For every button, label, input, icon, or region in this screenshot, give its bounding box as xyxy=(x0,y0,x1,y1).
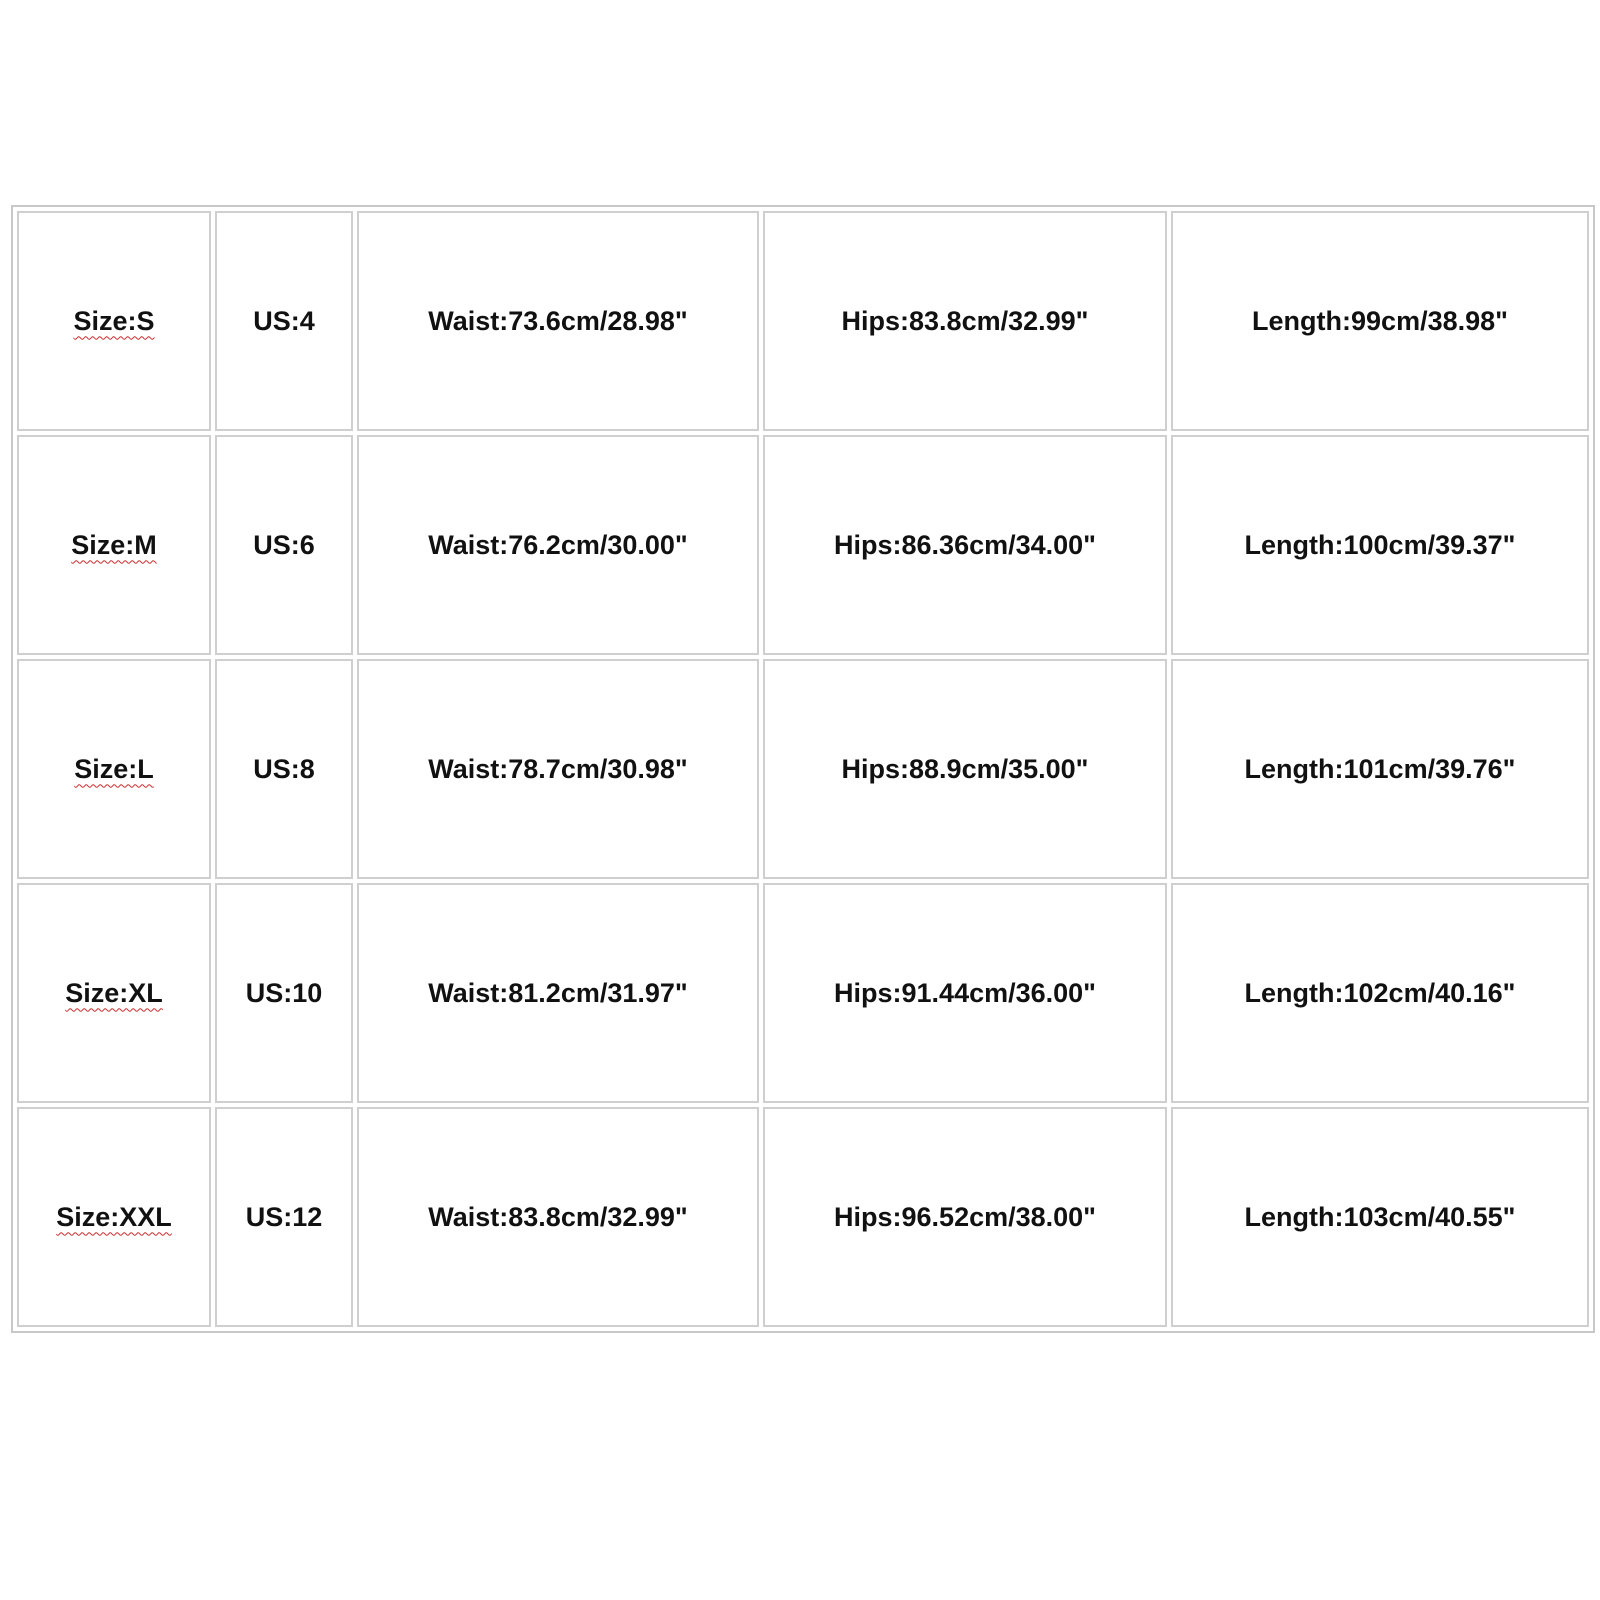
size-cell xyxy=(17,435,211,655)
length-cell: Length:101cm/39.76" xyxy=(1171,659,1589,879)
hips-cell: Hips:96.52cm/38.00" xyxy=(763,1107,1167,1327)
waist-cell: Waist:76.2cm/30.00" xyxy=(357,435,759,655)
table-row xyxy=(17,435,1589,655)
us-size-cell: US:6 xyxy=(215,435,353,655)
size-label: Size:L xyxy=(74,753,154,784)
length-cell: Length:100cm/39.37" xyxy=(1171,435,1589,655)
waist-cell: Waist:83.8cm/32.99" xyxy=(357,1107,759,1327)
length-cell: Length:103cm/40.55" xyxy=(1171,1107,1589,1327)
size-label: Size:M xyxy=(71,529,157,560)
hips-cell: Hips:86.36cm/34.00" xyxy=(763,435,1167,655)
size-cell xyxy=(17,659,211,879)
size-cell xyxy=(17,211,211,431)
waist-cell: Waist:73.6cm/28.98" xyxy=(357,211,759,431)
length-cell: Length:99cm/38.98" xyxy=(1171,211,1589,431)
hips-cell: Hips:83.8cm/32.99" xyxy=(763,211,1167,431)
size-label: Size:XXL xyxy=(56,1201,172,1232)
table-row xyxy=(17,211,1589,431)
size-label: Size:XL xyxy=(65,977,163,1008)
size-cell xyxy=(17,1107,211,1327)
us-size-cell: US:8 xyxy=(215,659,353,879)
waist-cell: Waist:78.7cm/30.98" xyxy=(357,659,759,879)
size-label: Size:S xyxy=(73,305,155,336)
table-row xyxy=(17,883,1589,1103)
size-cell xyxy=(17,883,211,1103)
size-chart-table xyxy=(11,205,1595,1333)
hips-cell: Hips:88.9cm/35.00" xyxy=(763,659,1167,879)
table-row xyxy=(17,1107,1589,1327)
us-size-cell: US:12 xyxy=(215,1107,353,1327)
us-size-cell: US:4 xyxy=(215,211,353,431)
waist-cell: Waist:81.2cm/31.97" xyxy=(357,883,759,1103)
hips-cell: Hips:91.44cm/36.00" xyxy=(763,883,1167,1103)
us-size-cell: US:10 xyxy=(215,883,353,1103)
table-row xyxy=(17,659,1589,879)
length-cell: Length:102cm/40.16" xyxy=(1171,883,1589,1103)
